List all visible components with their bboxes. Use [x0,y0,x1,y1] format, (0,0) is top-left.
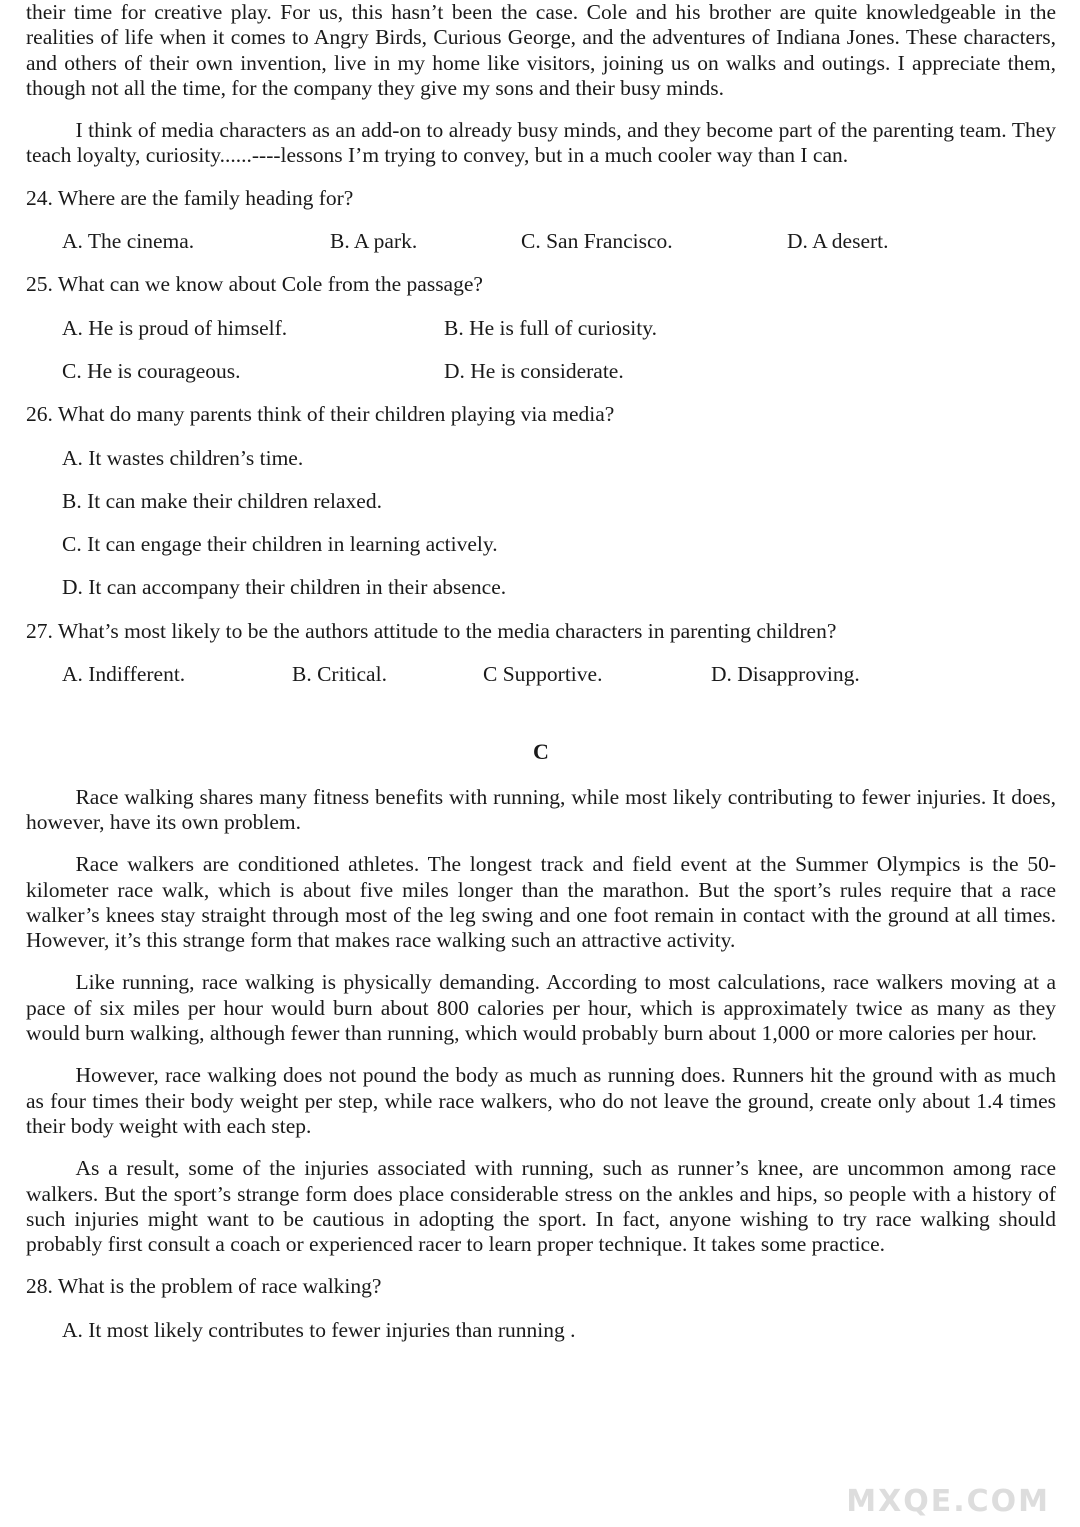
question-options [62,1318,1056,1343]
question-stem: 28. What is the problem of race walking? [26,1274,382,1299]
option-b: B. He is full of curiosity. [444,315,657,340]
option-d: D. It can accompany their children in their absence. [62,575,507,600]
option-c: C Supportive. [483,662,603,687]
passage-paragraph: However, race walking does not pound the body as much as running does. Runners hit the ground with as much as four times their body weight per step, while race walkers, who do not leave the ground, create only about 1.4 times their body weight with each step. [26,1063,1056,1138]
option-c: C. It can engage their children in learning actively. [62,532,498,557]
passage-paragraph: their time for creative play. For us, this hasn’t been the case. Cole and his brother are quite knowledgeable in the realities of life when it comes to Angry Birds, Curious George, and the adventures of Indiana Jones. These characters, and others of their own invention, live in my home like visitors, joining us on walks and outings. I appreciate them, though not all the time, for the company they give my sons and their busy minds. [26,0,1056,100]
question-options [62,446,1056,601]
question-options [62,662,1056,687]
question-27 [26,619,1056,688]
option-d: D. He is considerate. [444,358,624,383]
question-26 [26,402,1056,600]
option-d: D. A desert. [787,229,889,254]
passage-c [26,785,1056,1258]
option-d: D. Disapproving. [711,662,860,687]
question-24 [26,186,1056,255]
question-28 [26,1274,1056,1343]
option-a: A. It most likely contributes to fewer injuries than running . [62,1317,576,1342]
question-stem: 24. Where are the family heading for? [26,185,354,210]
option-a: A. He is proud of himself. [62,315,288,340]
option-a: A. Indifferent. [62,662,186,687]
option-b: B. A park. [330,229,418,254]
option-a: A. It wastes children’s time. [62,445,304,470]
passage-paragraph: As a result, some of the injuries associated with running, such as runner’s knee, are uncommon among race walkers. But the sport’s strange form does place considerable stress on the ankles and hips, so people with a history of such injuries might want to be cautious in adopting the sport. In fact, anyone wishing to try race walking should probably first consult a coach or experienced racer to learn proper technique. It takes some practice. [26,1156,1056,1257]
question-stem: 27. What’s most likely to be the authors attitude to the media characters in parenting children? [26,618,837,643]
question-options [62,316,1056,385]
option-c: C. He is courageous. [62,358,241,383]
option-b: B. Critical. [292,662,387,687]
site-watermark: MXQE.COM [846,1484,1050,1519]
question-options [62,229,1056,254]
question-stem: 25. What can we know about Cole from the passage? [26,272,483,297]
question-25 [26,272,1056,384]
option-b: B. It can make their children relaxed. [62,488,382,513]
passage-b-tail [26,0,1056,169]
question-stem: 26. What do many parents think of their children playing via media? [26,402,615,427]
passage-paragraph: Race walking shares many fitness benefits with running, while most likely contributing to fewer injuries. It does, however, have its own problem. [26,784,1056,834]
option-c: C. San Francisco. [521,229,673,254]
passage-paragraph: I think of media characters as an add-on to already busy minds, and they become part of the parenting team. They teach loyalty, curiosity......----lessons I’m trying to convey, but in a much cooler way than I can. [26,118,1056,168]
passage-paragraph: Race walkers are conditioned athletes. The longest track and field event at the Summer Olympics is the 50-kilometer race walk, which is about five miles longer than the marathon. But the sport’s rules require that a race walker’s knees stay straight through most of the leg swing and one foot remain in contact with the ground at all times. However, it’s this strange form that makes race walking such an attractive activity. [26,852,1056,953]
option-a: A. The cinema. [62,229,195,254]
exam-page [26,0,1056,1527]
passage-paragraph: Like running, race walking is physically demanding. According to most calculations, race walkers moving at a pace of six miles per hour would burn about 800 calories per hour, which is approximately twice as many as they would burn walking, although fewer than running, which would probably burn about 1,000 or more calories per hour. [26,970,1056,1046]
section-label-c: C [533,739,549,765]
